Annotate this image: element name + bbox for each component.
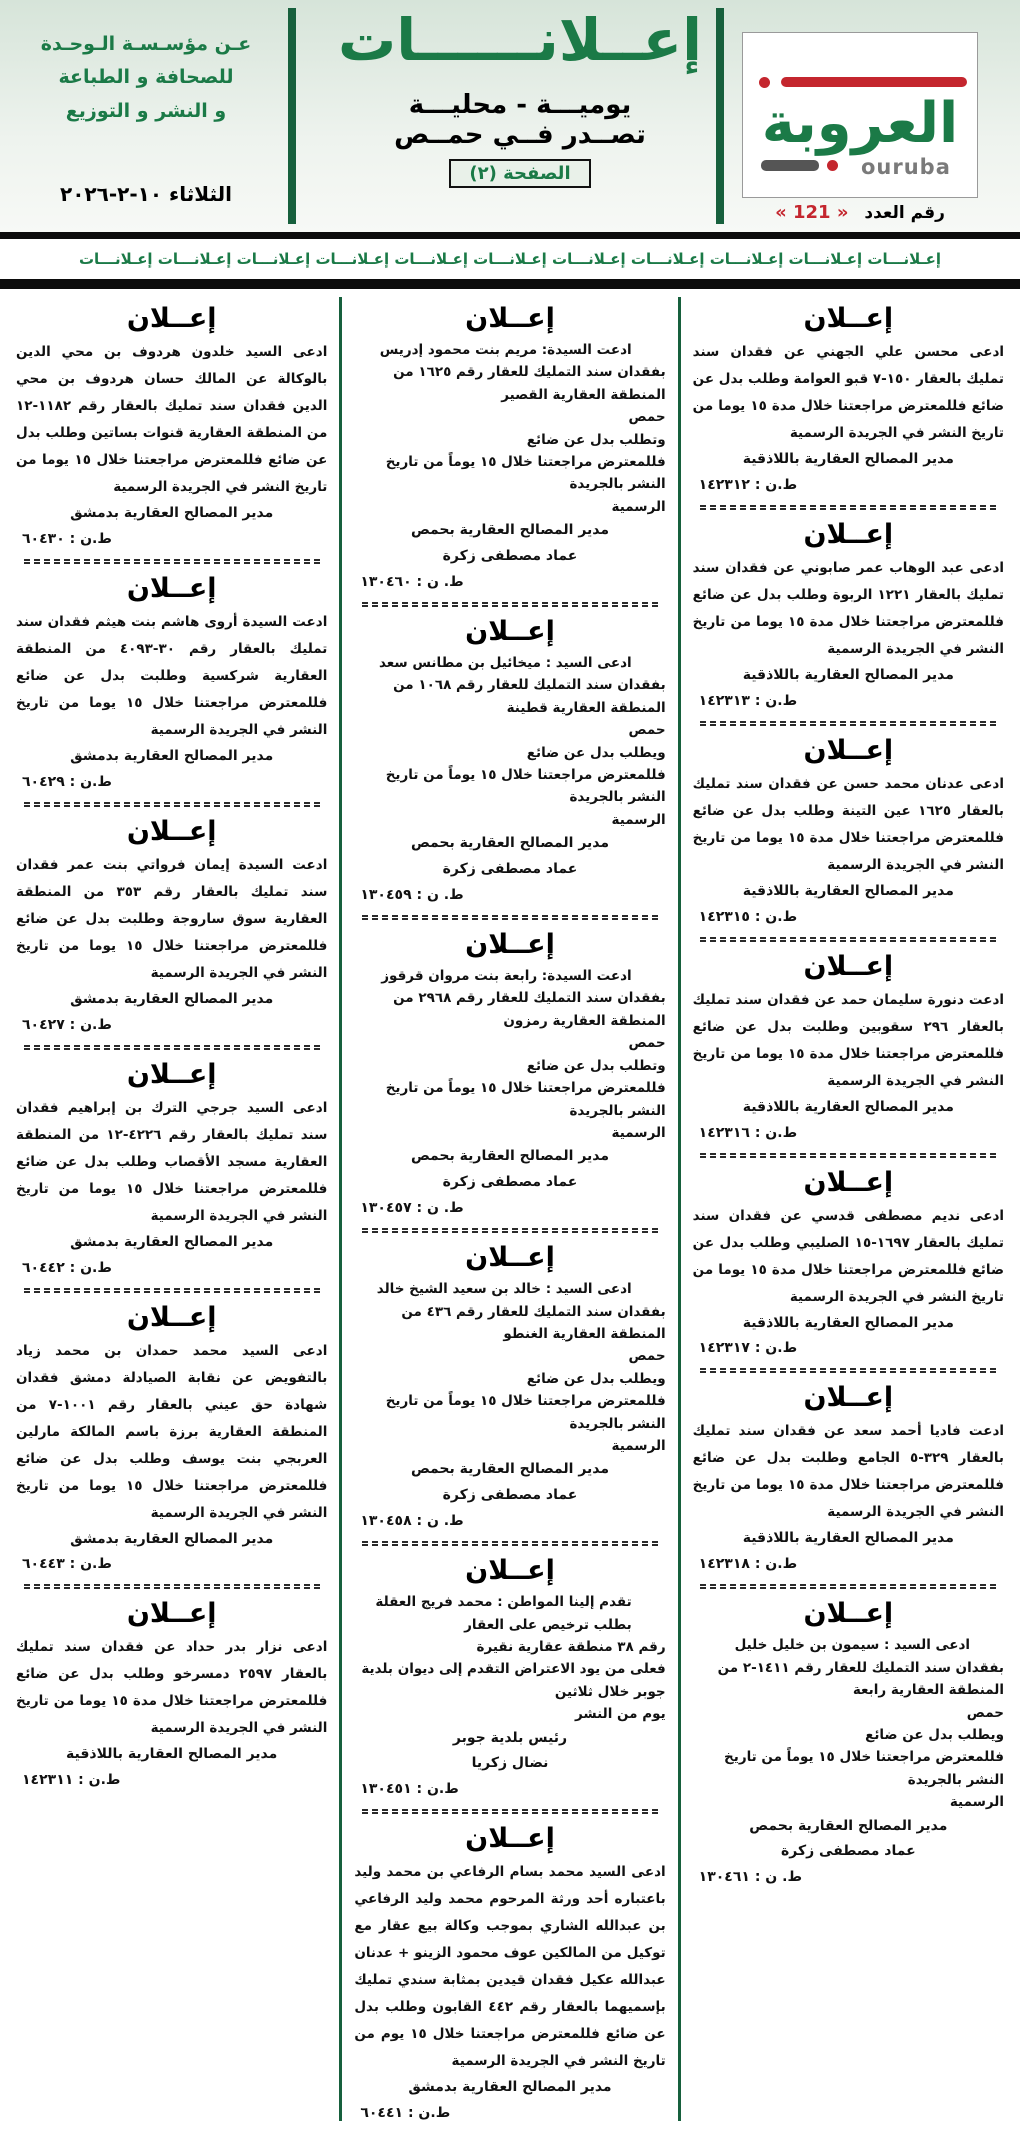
ad-signature: مدير المصالح العقارية باللاذقية	[742, 666, 954, 683]
ad-body-line: ادعت السيدة: مريم بنت محمود إدريس	[379, 342, 632, 358]
ad-body-line: ادعى السيد خلدون هردوف بن محي الدين بالوكالة عن المالك حسان هردوف بن محي الدين فقدان سند تمليك بالعقار رقم ١١٨٢-١٢ من المنطقة العقارية قنوات بساتين وطلب بدل عن ضائع فللمعترض مراجعتنا خلال ١٥ يوما من تاريخ النشر في الجريدة الرسمية	[16, 344, 328, 495]
newspaper-logo	[742, 32, 978, 198]
ad-signature: مدير المصالح العقارية بحمص	[749, 1817, 948, 1834]
ad-body-line: بفقدان سند التمليك للعقار رقم ٤٣٦ من المنطقة العقارية الغنطو	[401, 1303, 666, 1342]
column-divider-bar	[339, 297, 342, 2121]
ad-separator-line	[362, 915, 658, 920]
publisher-box	[10, 8, 282, 224]
ad-body-line: ادعى السيد محمد حمدان بن محمد زياد بالتفويض عن نقابة الصيادلة دمشق فقدان شهادة حق عيني بالعقار رقم ١٠٠١-٧ من المنطقة العقارية برزة باسم المالكة مارلين العربجي بنت يوسف وطلب بدل عن ضائع فللمعترض مراجعتنا خلال ١٥ يوما من تاريخ النشر في الجريدة الرسمية	[16, 1342, 328, 1521]
bottom-black-bar	[0, 279, 1020, 289]
ad	[693, 1382, 1004, 1572]
publisher-lines	[10, 8, 282, 128]
ad	[693, 519, 1004, 709]
ad-reference-number: ط. ن : ١٣٠٤٥٧	[360, 1200, 464, 1217]
ad-signature: عماد مصطفى زكرة	[442, 1487, 578, 1504]
ad-body-line: ادعى السيد محمد بسام الرفاعي بن محمد وليد باعتباره أحد ورثة المرحوم محمد وليد الرفاعي بن عبدالله الشاري بموجب وكالة بيع عقار مع توكيل من المالكين عوف محمود الزينو + عدنان عبدالله عكيل فقدان قيدين بمثابة سندي تمليك بإسميهما بالعقار رقم ٤٤٢ القابون وطلب بدل عن ضائع فللمعترض مراجعتنا خلال ١٥ يوم من تاريخ النشر في الجريدة الرسمية	[354, 1864, 666, 2070]
ad-reference-number: ط.ن : ٦٠٤٤٣	[22, 1556, 112, 1573]
ad-body-line: فللمعترض مراجعتنا خلال ١٥ يوماً من تاريخ النشر بالجريدة	[724, 1749, 1004, 1788]
issue-date: الثلاثاء ١٠-٢-٢٠٢٦	[59, 182, 232, 206]
ad-signature: مدير المصالح العقارية بحمص	[410, 522, 610, 539]
subtitle-daily-local: يوميـــة - محليـــة	[408, 89, 632, 120]
ad-signature: مدير المصالح العقارية باللاذقية	[742, 1314, 954, 1331]
ad-body-line: ادعت السيدة إيمان فرواتي بنت عمر فقدان سند تمليك بالعقار رقم ٣٥٣ من المنطقة العقارية سوق ساروجة وطلبت بدل عن ضائع فللمعترض مراجعتنا خلال ١٥ يوما من تاريخ النشر في الجريدة الرسمية	[16, 856, 328, 981]
ad-body-line: الرسمية	[949, 1794, 1004, 1811]
ad-body-line: حمص	[628, 1348, 666, 1365]
ad	[354, 303, 665, 590]
ad	[693, 735, 1004, 925]
ad-reference-number: ط.ن : ١٤٢٣١٧	[698, 1340, 798, 1357]
ad	[354, 616, 665, 903]
ad-body-line: ادعى محسن علي الجهني عن فقدان سند تمليك بالعقار ١٥٠-٧ قبو العوامة وطلب بدل عن ضائع فللمعترض مراجعتنا خلال مدة ١٥ يوما من تاريخ النشر في الجريدة الرسمية	[692, 344, 1004, 441]
header-divider-bar-left	[288, 8, 296, 224]
ad	[354, 1555, 665, 1797]
ad-body-line: فللمعترض مراجعتنا خلال ١٥ يوماً من تاريخ النشر بالجريدة	[385, 1393, 666, 1432]
header-divider-bar-right	[716, 8, 724, 224]
logo-gray-bar	[761, 160, 819, 171]
ad-reference-number: ط.ن : ١٤٢٣١٨	[698, 1556, 798, 1573]
ad-signature: مدير المصالح العقارية بدمشق	[70, 747, 274, 764]
ad-body-line: ادعى السيد جرجي الترك بن إبراهيم فقدان سند تمليك بالعقار رقم ٤٢٢٦-١٢ من المنطقة العقارية مسجد الأقصاب وطلب بدل عن ضائع فللمعترض مراجعتنا خلال ١٥ يوما من تاريخ النشر في الجريدة الرسمية	[16, 1099, 328, 1224]
ad-reference-number: ط. ن : ١٣٠٤٦٠	[360, 574, 464, 591]
ad-signature: مدير المصالح العقارية بحمص	[410, 835, 610, 852]
page-number-box: الصفحة (٢)	[449, 159, 590, 188]
ad-separator-line	[700, 1584, 996, 1589]
ad	[693, 951, 1004, 1141]
ad-body-line: الرسمية	[611, 1124, 666, 1141]
column-right	[681, 295, 1016, 2121]
ad-body-line: تقدم إلينا المواطن : محمد فريج العقلة بطلب ترخيص على العقار	[375, 1594, 632, 1633]
ad-body-line: حمص	[628, 722, 666, 739]
ad	[16, 573, 327, 790]
ad-title: إعــلان	[803, 1382, 894, 1414]
ad	[693, 303, 1004, 493]
ad-title: إعــلان	[465, 303, 555, 334]
ad-signature: مدير المصالح العقارية بحمص	[410, 1461, 610, 1478]
ad-body-line: ويطلب بدل عن ضائع	[526, 744, 666, 761]
ad-title: إعــلان	[465, 1242, 555, 1274]
ad-body-line: فللمعترض مراجعتنا خلال ١٥ يوماً من تاريخ النشر بالجريدة	[385, 767, 666, 806]
ad-signature: مدير المصالح العقارية بدمشق	[408, 2079, 612, 2096]
logo-latin-text: ouruba	[861, 155, 951, 179]
publisher-line-1: عـن مؤسـسـة الـوحـدة	[40, 33, 252, 55]
ad-body-line: الرسمية	[611, 1437, 666, 1454]
ad-body-line: بفقدان سند التمليك للعقار رقم ٢٩٦٨ من المنطقة العقارية رمزون	[393, 990, 666, 1029]
ad-body-line: ادعت السيدة: رابعة بنت مروان قرقوز	[381, 968, 632, 985]
ad-body-line: بفقدان سند التمليك للعقار رقم ١٤١١-٢ من المنطقة العقارية رابعة	[717, 1659, 1004, 1699]
logo-red-dot-icon	[827, 160, 838, 171]
section-title-block	[330, 6, 710, 188]
ad-separator-line	[700, 721, 996, 726]
ad-title: إعــلان	[126, 1598, 217, 1630]
ad-signature: عماد مصطفى زكرة	[442, 1174, 578, 1191]
ad-body-line: ادعى السيد : خالد بن سعيد الشيخ خالد	[376, 1281, 632, 1298]
ad-separator-line	[362, 1809, 658, 1814]
ad-separator-line	[24, 1288, 320, 1293]
ad-body-line: حمص	[628, 409, 666, 426]
ad-separator-line	[24, 1045, 320, 1050]
ad-body-line: ادعى عبد الوهاب عمر صابوني عن فقدان سند تمليك بالعقار ١٢٢١ الربوة وطلب بدل عن ضائع فللمعترض مراجعتنا خلال مدة ١٥ يوما من تاريخ النشر في الجريدة الرسمية	[692, 559, 1004, 657]
ad-signature: مدير المصالح العقارية باللاذقية	[742, 1530, 954, 1547]
issue-number-line	[742, 202, 978, 223]
column-left	[4, 295, 339, 2121]
ad-signature: مدير المصالح العقارية بحمص	[410, 1148, 610, 1165]
ad-reference-number: ط.ن : ٦٠٤٤٢	[22, 1259, 112, 1276]
ad	[16, 1598, 327, 1788]
ad-body-line: ادعى السيد : سيمون بن خليل خليل	[734, 1637, 970, 1654]
ad-body-line: يوم من النشر	[574, 1706, 666, 1723]
ad	[354, 1823, 665, 2121]
ad-signature: عماد مصطفى زكرة	[781, 1843, 916, 1860]
ad-separator-line	[24, 1584, 320, 1589]
ad-signature: نضال زكريا	[471, 1755, 549, 1772]
ad-signature: مدير المصالح العقارية بدمشق	[70, 1233, 274, 1250]
ad-separator-line	[24, 559, 320, 564]
ad-body-line: فللمعترض مراجعتنا خلال ١٥ يوماً من تاريخ النشر بالجريدة	[385, 1080, 666, 1119]
ad-title: إعــلان	[126, 1058, 217, 1090]
ad	[693, 1598, 1004, 1885]
issue-number-label: رقم العدد	[864, 203, 945, 223]
ad-signature: مدير المصالح العقارية باللاذقية	[742, 1098, 954, 1115]
ad-title: إعــلان	[126, 1301, 217, 1333]
ad-title: إعــلان	[465, 1555, 555, 1587]
ad-title: إعــلان	[803, 1598, 894, 1630]
ad	[354, 929, 665, 1216]
ad-reference-number: ط.ن : ١٤٢٣١٦	[698, 1124, 798, 1141]
ad-body-line: ادعى السيد : ميخائيل بن مطانس سعد	[378, 655, 632, 672]
ad-reference-number: ط.ن : ١٣٠٤٥١	[360, 1781, 459, 1798]
ad-title: إعــلان	[126, 572, 217, 604]
ad-body-line: وتطلب بدل عن ضائع	[526, 431, 666, 448]
ad-reference-number: ط. ن : ١٣٠٤٥٩	[360, 887, 464, 904]
announcements-repeat-strip: إعـلانـــات إعـلانـــات إعـلانـــات إعـلانـــات إعـلانـــات إعـلانـــات إعـلانـــات إعـلانـــات إعـلانـــات إعـلانـــات إعـلانـــات	[0, 239, 1020, 279]
ad-signature: مدير المصالح العقارية باللاذقية	[66, 1746, 278, 1763]
ad-title: إعــلان	[465, 929, 555, 961]
ad-signature: مدير المصالح العقارية بدمشق	[70, 990, 274, 1007]
ad-body-line: الرسمية	[611, 498, 666, 515]
ad-reference-number: ط.ن : ١٤٢٣١٣	[698, 692, 798, 709]
ad-reference-number: ط.ن : ١٤٢٣١٥	[698, 908, 798, 925]
ad	[16, 1059, 327, 1276]
ad	[354, 1242, 665, 1529]
ad-body-line: الرسمية	[611, 811, 666, 828]
ad-body-line: ويطلب بدل عن ضائع	[865, 1726, 1004, 1743]
ad-title: إعــلان	[465, 616, 555, 648]
ad	[16, 303, 327, 547]
ad-separator-line	[700, 1368, 996, 1373]
ad-reference-number: ط. ن : ١٣٠٤٦١	[698, 1869, 802, 1886]
ad-body-line: حمص	[628, 1035, 666, 1052]
ad-signature: رئيس بلدية جوبر	[452, 1729, 568, 1746]
column-divider-bar	[678, 297, 681, 2121]
ad-signature: عماد مصطفى زكرة	[442, 548, 578, 565]
ad-title: إعــلان	[803, 1166, 894, 1198]
ad-body-line: بفقدان سند التمليك للعقار رقم ١٦٢٥ من المنطقة العقارية القصير	[393, 364, 666, 403]
ad-signature: مدير المصالح العقارية باللاذقية	[742, 451, 954, 467]
ad-title: إعــلان	[126, 303, 217, 334]
ad-body-line: ادعى نديم مصطفى قدسي عن فقدان سند تمليك بالعقار ١٦٩٧-١٥ الصليبي وطلب بدل عن ضائع فللمعترض مراجعتنا خلال مدة ١٥ يوما من تاريخ النشر في الجريدة الرسمية	[692, 1207, 1004, 1305]
ad-body-line: ادعت فاديا أحمد سعد عن فقدان سند تمليك بالعقار ٣٢٩-٥ الجامع وطلبت بدل عن ضائع فللمعترض مراجعتنا خلال مدة ١٥ يوما من تاريخ النشر في الجريدة الرسمية	[692, 1423, 1004, 1521]
ad-body-line: ادعت السيدة أروى هاشم بنت هيثم فقدان سند تمليك بالعقار رقم ٣٠-٤٠٩٣ من المنطقة العقارية شركسية وطلبت بدل عن ضائع فللمعترض مراجعتنا خلال ١٥ يوما من تاريخ النشر في الجريدة الرسمية	[16, 613, 328, 738]
publisher-line-2: للصحافة و الطباعة	[58, 66, 234, 89]
ad-columns	[0, 289, 1020, 2135]
ad-reference-number: ط.ن : ١٤٢٣١٢	[698, 476, 798, 493]
ad-reference-number: ط.ن : ١٤٢٣١١	[22, 1772, 121, 1789]
ad-reference-number: ط.ن : ٦٠٤٢٩	[22, 773, 112, 790]
ad-reference-number: ط.ن : ٦٠٤٤١	[360, 2105, 451, 2122]
ad	[16, 816, 327, 1033]
ad-separator-line	[362, 1228, 658, 1233]
ad-body-line: ادعى عدنان محمد حسن عن فقدان سند تمليك بالعقار ١٦٢٥ عين التينة وطلب بدل عن ضائع فللمعترض مراجعتنا خلال مدة ١٥ يوما من تاريخ النشر في الجريدة الرسمية	[692, 775, 1004, 873]
ad-separator-line	[362, 602, 658, 607]
publisher-line-3: و النشر و التوزيع	[65, 99, 227, 122]
issue-number-value: « 121 »	[775, 202, 849, 223]
column-center	[342, 295, 677, 2121]
ad-separator-line	[700, 937, 996, 942]
ad-title: إعــلان	[465, 1823, 555, 1855]
ad-body-line: ادعى نزار بدر حداد عن فقدان سند تمليك بالعقار ٢٥٩٧ دمسرخو وطلب بدل عن ضائع فللمعترض مراجعتنا خلال مدة ١٥ يوما من تاريخ النشر في الجريدة الرسمية	[16, 1639, 328, 1737]
ad-signature: مدير المصالح العقارية باللاذقية	[742, 882, 954, 899]
ad-separator-line	[700, 505, 996, 510]
ad	[16, 1302, 327, 1573]
ad-separator-line	[24, 802, 320, 807]
top-black-bar	[0, 232, 1020, 239]
ad-title: إعــلان	[803, 303, 894, 334]
ad-title: إعــلان	[803, 518, 894, 550]
ad-separator-line	[362, 1541, 658, 1546]
ad-signature: مدير المصالح العقارية بدمشق	[70, 505, 274, 521]
ad-signature: عماد مصطفى زكرة	[442, 861, 578, 878]
ad	[693, 1167, 1004, 1357]
newspaper-header	[0, 0, 1020, 232]
ad-body-line: بفقدان سند التمليك للعقار رقم ١٠٦٨ من المنطقة العقارية قطينة	[393, 677, 666, 716]
ad-body-line: وتطلب بدل عن ضائع	[526, 1057, 666, 1074]
ad-reference-number: ط.ن : ٦٠٤٢٧	[22, 1016, 112, 1033]
subtitle-published-homs: تصــدر فــي حمــص	[394, 119, 646, 150]
announcements-title: إعــلانــــــات	[338, 6, 702, 74]
ad-title: إعــلان	[126, 815, 217, 847]
ad-body-line: ويطلب بدل عن ضائع	[526, 1370, 666, 1387]
ad-separator-line	[700, 1153, 996, 1158]
ad-reference-number: ط. ن : ١٣٠٤٥٨	[360, 1513, 464, 1530]
ad-body-line: رقم ٣٨ منطقة عقارية نقيرة	[476, 1638, 666, 1655]
ad-signature: مدير المصالح العقارية بدمشق	[70, 1530, 274, 1547]
ad-body-line: فعلى من يود الاعتراض التقدم إلى ديوان بلدية جوبر خلال ثلاثين	[361, 1661, 666, 1700]
ad-title: إعــلان	[803, 950, 894, 982]
ad-body-line: ادعت دنورة سليمان حمد عن فقدان سند تمليك بالعقار ٢٩٦ سقوبين وطلبت بدل عن ضائع فللمعترض مراجعتنا خلال مدة ١٥ يوما من تاريخ النشر في الجريدة الرسمية	[692, 991, 1004, 1089]
ad-body-line: حمص	[966, 1704, 1004, 1721]
ad-body-line: فللمعترض مراجعتنا خلال ١٥ يوماً من تاريخ النشر بالجريدة	[385, 454, 666, 493]
ad-title: إعــلان	[803, 734, 894, 766]
ad-reference-number: ط.ن : ٦٠٤٣٠	[22, 530, 112, 547]
logo-arabic-text: العروبة	[761, 91, 959, 156]
